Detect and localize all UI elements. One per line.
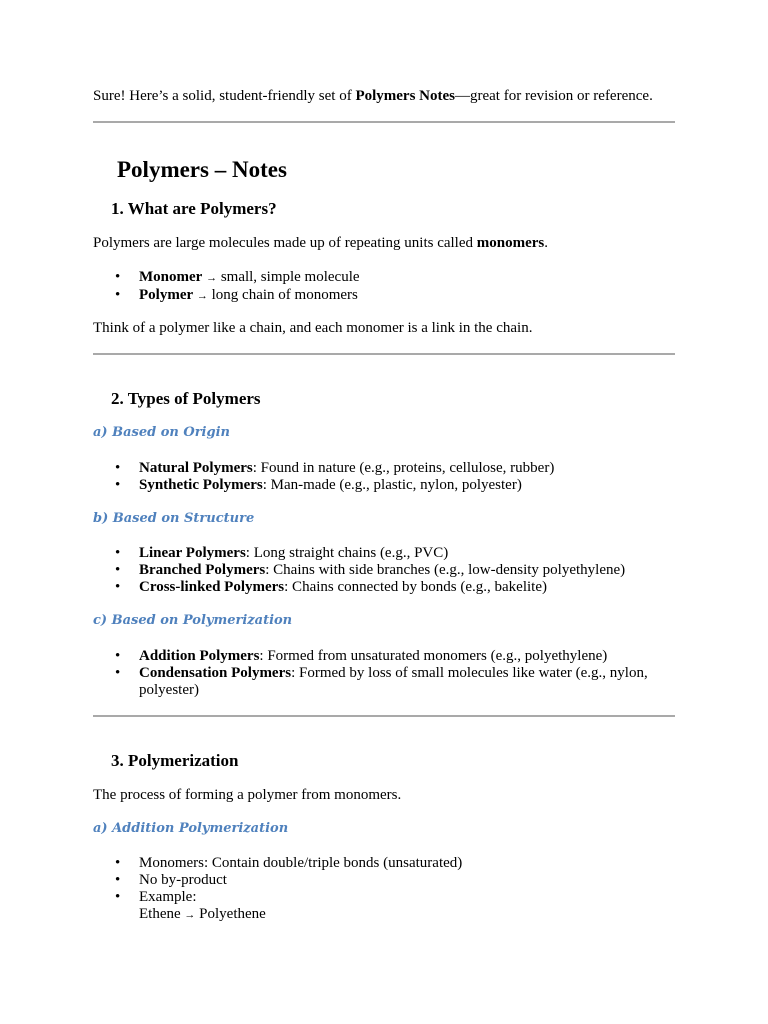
list-item-term: Linear Polymers xyxy=(139,545,246,561)
subheading-based-on-structure: b) Based on Structure xyxy=(93,511,255,526)
chain-analogy-note: Think of a polymer like a chain, and each monomer is a link in the chain. xyxy=(93,320,533,336)
origin-list xyxy=(93,460,673,494)
divider xyxy=(93,121,675,123)
list-item xyxy=(93,855,673,872)
list-item xyxy=(93,562,673,579)
list-item xyxy=(93,579,673,596)
intro-after: —great for revision or reference. xyxy=(455,88,653,104)
list-item-desc: Example: xyxy=(139,889,197,905)
definition-bold-term: monomers xyxy=(476,235,545,251)
structure-list xyxy=(93,545,673,596)
list-item-desc: : Formed from unsaturated monomers (e.g., polyethylene) xyxy=(259,648,608,664)
list-item-desc: long chain of monomers xyxy=(211,287,358,303)
example-product: Polyethene xyxy=(199,906,266,922)
list-item xyxy=(93,665,673,699)
list-item-desc: : Found in nature (e.g., proteins, cellulose, rubber) xyxy=(252,460,555,476)
intro-before: Sure! Here’s a solid, student-friendly set of xyxy=(93,88,356,104)
list-item-term: Branched Polymers xyxy=(139,562,266,578)
list-item-term: Cross-linked Polymers xyxy=(139,579,285,595)
list-item-desc: Monomers: Contain double/triple bonds (unsaturated) xyxy=(139,855,463,871)
definition-period: . xyxy=(544,235,549,251)
list-item xyxy=(93,287,673,305)
subheading-addition-polymerization: a) Addition Polymerization xyxy=(93,821,289,836)
divider xyxy=(93,353,675,355)
definition-text: Polymers are large molecules made up of repeating units called xyxy=(93,235,477,251)
list-item-term: Polymer xyxy=(139,287,194,303)
list-item xyxy=(93,477,673,494)
list-item-term: Synthetic Polymers xyxy=(139,477,263,493)
list-item-term: Condensation Polymers xyxy=(139,665,292,681)
section-heading-types-of-polymers: 2. Types of Polymers xyxy=(111,389,261,408)
divider xyxy=(93,715,675,717)
list-item-desc: : Formed by loss of small molecules like water (e.g., nylon, xyxy=(291,665,648,681)
list-item-term: Addition Polymers xyxy=(139,648,260,664)
polymerization-type-list xyxy=(93,648,673,699)
arrow-icon: → xyxy=(196,290,208,302)
list-item xyxy=(93,872,673,889)
list-item xyxy=(93,889,673,924)
list-item-desc-continued: polyester) xyxy=(139,682,199,698)
arrow-icon: → xyxy=(206,272,218,284)
arrow-icon: → xyxy=(184,909,196,921)
definition-paragraph xyxy=(93,235,548,252)
list-item-desc: : Man-made (e.g., plastic, nylon, polyester) xyxy=(262,477,522,493)
subheading-based-on-origin: a) Based on Origin xyxy=(93,425,230,440)
list-item-desc: No by-product xyxy=(139,872,227,888)
list-item xyxy=(93,545,673,562)
section-heading-what-are-polymers: 1. What are Polymers? xyxy=(111,199,277,218)
list-item-desc: : Chains with side branches (e.g., low-density polyethylene) xyxy=(265,562,626,578)
section-heading-polymerization: 3. Polymerization xyxy=(111,751,239,770)
list-item-desc: small, simple molecule xyxy=(220,269,360,285)
list-item-desc: : Long straight chains (e.g., PVC) xyxy=(245,545,449,561)
list-item xyxy=(93,269,673,287)
intro-text xyxy=(93,88,653,105)
list-item-term: Natural Polymers xyxy=(139,460,253,476)
list-item-term: Monomer xyxy=(139,269,203,285)
list-item xyxy=(93,648,673,665)
list-item xyxy=(93,460,673,477)
addition-polymerization-list xyxy=(93,855,673,924)
monomer-polymer-list xyxy=(93,269,673,305)
example-reactant: Ethene xyxy=(139,906,181,922)
list-item-desc: : Chains connected by bonds (e.g., bakelite) xyxy=(284,579,547,595)
polymerization-definition: The process of forming a polymer from monomers. xyxy=(93,787,402,803)
intro-bold: Polymers Notes xyxy=(355,88,455,104)
subheading-based-on-polymerization: c) Based on Polymerization xyxy=(93,613,293,628)
page-title: Polymers – Notes xyxy=(117,157,287,182)
